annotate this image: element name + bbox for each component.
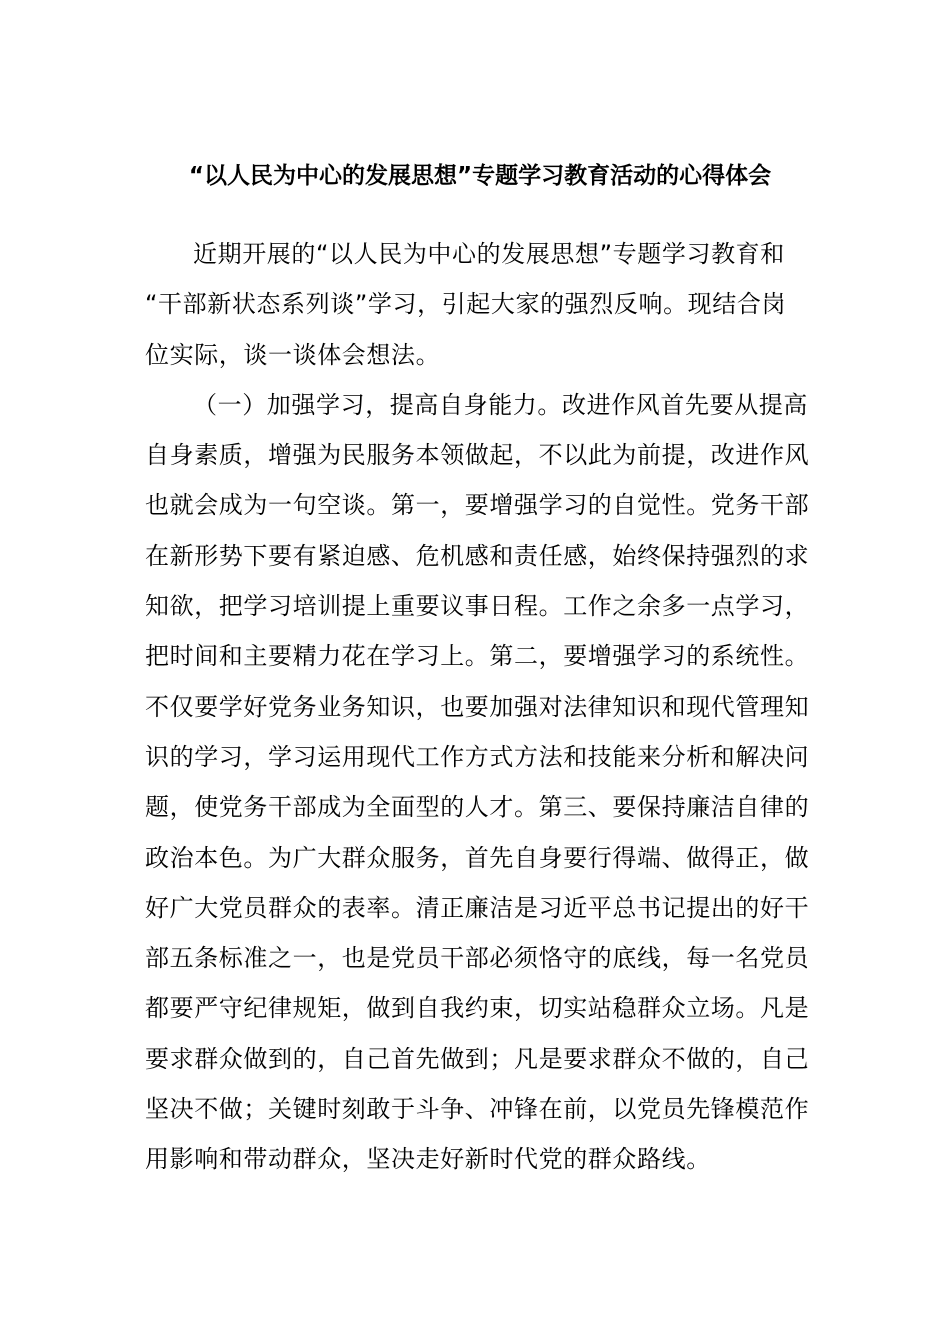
- text-line: （一）加强学习，提高自身能力。改进作风首先要从提高: [193, 390, 808, 419]
- text-line: 把时间和主要精力花在学习上。第二，要增强学习的系统性。: [145, 642, 810, 671]
- text-line: 用影响和带动群众，坚决走好新时代党的群众路线。: [145, 1145, 711, 1174]
- text-line: 坚决不做；关键时刻敢于斗争、冲锋在前，以党员先锋模范作: [145, 1095, 810, 1124]
- text-line: 部五条标准之一，也是党员干部必须恪守的底线，每一名党员: [145, 944, 810, 973]
- text-line: 不仅要学好党务业务知识，也要加强对法律知识和现代管理知: [145, 692, 810, 721]
- text-line: [145, 1185, 797, 1235]
- text-line: 自身素质，增强为民服务本领做起，不以此为前提，改进作风: [145, 441, 810, 470]
- text-line: 也就会成为一句空谈。第一，要增强学习的自觉性。党务干部: [145, 491, 810, 520]
- text-line: 知欲，把学习培训提上重要议事日程。工作之余多一点学习，: [145, 592, 810, 621]
- text-line: 好广大党员群众的表率。清正廉洁是习近平总书记提出的好干: [145, 893, 810, 922]
- intro-paragraph: [145, 229, 797, 380]
- text-line: 要求群众做到的，自己首先做到；凡是要求群众不做的，自己: [145, 1044, 810, 1073]
- text-line: 在新形势下要有紧迫感、危机感和责任感，始终保持强烈的求: [145, 541, 810, 570]
- text-line: 位实际，谈一谈体会想法。: [145, 340, 441, 369]
- text-line: “干部新状态系列谈”学习，引起大家的强烈反响。现结合岗: [145, 290, 787, 319]
- text-line: 识的学习，学习运用现代工作方式方法和技能来分析和解决问: [145, 742, 810, 771]
- document-body: [145, 229, 810, 1285]
- text-line: 近期开展的“以人民为中心的发展思想”专题学习教育和: [193, 240, 785, 268]
- text-line: [145, 1235, 797, 1285]
- text-line: 都要严守纪律规矩，做到自我约束，切实站稳群众立场。凡是: [145, 994, 810, 1023]
- text-line: 题，使党务干部成为全面型的人才。第三、要保持廉洁自律的: [145, 793, 810, 822]
- section-one-paragraph: [145, 380, 810, 1285]
- text-line: 政治本色。为广大群众服务，首先自身要行得端、做得正，做: [145, 843, 810, 872]
- document-title: “以人民为中心的发展思想”专题学习教育活动的心得体会: [188, 163, 772, 189]
